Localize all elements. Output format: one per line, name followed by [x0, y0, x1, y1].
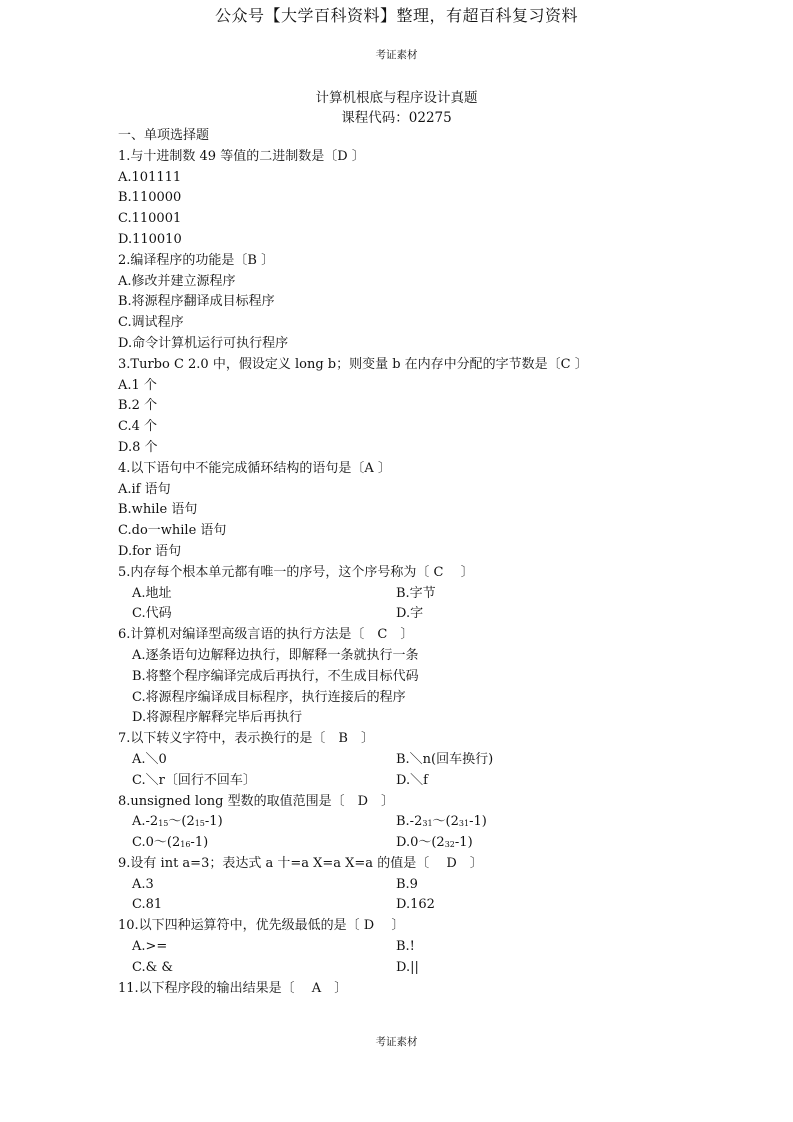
q10-option-b: B.!: [396, 939, 415, 955]
document-title: 计算机根底与程序设计真题: [315, 90, 478, 106]
q2-option-b: B.将源程序翻译成目标程序: [118, 294, 275, 310]
q1-option-b: B.110000: [118, 190, 182, 206]
question-6: 6.计算机对编译型高级言语的执行方法是〔 C 〕: [118, 627, 414, 643]
q8-a-suffix: -1): [204, 814, 223, 830]
q8-b-exponent-1: 31: [422, 819, 433, 829]
q2-option-a: A.修改并建立源程序: [118, 273, 236, 289]
q9-option-b: B.9: [396, 876, 418, 892]
q4-option-d: D.for 语句: [118, 543, 182, 559]
q8-option-c: [132, 833, 396, 854]
q10-option-a: A.>=: [132, 939, 168, 955]
source-banner: 公众号【大学百科资料】整理，有超百科复习资料: [214, 6, 578, 25]
q6-option-d: D.将源程序解释完毕后再执行: [132, 710, 303, 726]
exam-content: [118, 126, 758, 999]
q8-b-suffix: -1): [469, 814, 487, 830]
question-4: 4.以下语句中不能完成循环结构的语句是〔A 〕: [118, 460, 391, 476]
q9-option-a: A.3: [132, 876, 154, 892]
q7-option-a: A.＼0: [132, 751, 167, 767]
q9-option-c: C.81: [132, 897, 163, 913]
q5-options-row-2: [118, 604, 758, 625]
question-3: 3.Turbo C 2.0 中，假设定义 long b；则变量 b 在内存中分配的字节数是〔C 〕: [118, 356, 588, 372]
q9-option-d: D.162: [396, 897, 435, 913]
section-heading: 一、单项选择题: [118, 128, 210, 143]
q8-d-prefix: D.0～(2: [396, 835, 445, 851]
q8-b-exponent-2: 31: [458, 819, 470, 829]
question-9: 9.设有 int a=3；表达式 a 十=a X=a X=a 的值是〔 D 〕: [118, 855, 483, 871]
q7-options-row-2: [118, 771, 758, 792]
q2-option-c: C.调试程序: [118, 315, 184, 331]
q8-c-prefix: C.0～(2: [132, 835, 181, 851]
course-code: 课程代码：02275: [341, 110, 452, 126]
q6-option-c: C.将源程序编译成目标程序，执行连接后的程序: [132, 689, 406, 705]
q1-option-a: A.101111: [118, 169, 182, 185]
q6-option-b: B.将整个程序编译完成后再执行，不生成目标代码: [132, 668, 419, 684]
q5-option-c: C.代码: [132, 606, 172, 622]
q9-options-row-2: [118, 895, 758, 916]
q8-option-d: [396, 833, 473, 854]
question-1: 1.与十进制数 49 等值的二进制数是〔D 〕: [118, 148, 365, 164]
q10-options-row-2: [118, 958, 758, 979]
q8-c-suffix: -1): [190, 835, 209, 851]
q8-options-row-1: [118, 812, 758, 833]
q7-option-c: C.＼r〔回行不回车〕: [132, 772, 256, 788]
q5-options-row-1: [118, 584, 758, 605]
q10-option-d: D.||: [396, 959, 419, 975]
q8-a-prefix: A.-2: [132, 814, 159, 830]
footer-tag: 考证素材: [375, 1036, 418, 1048]
q10-options-row-1: [118, 937, 758, 958]
q7-options-row-1: [118, 750, 758, 771]
q8-a-middle: ～(2: [168, 814, 195, 830]
q1-option-d: D.110010: [118, 231, 182, 247]
q10-option-c: C.& &: [132, 959, 173, 975]
q4-option-b: B.while 语句: [118, 502, 198, 518]
q7-option-b: B.＼n(回车换行): [396, 751, 494, 767]
q5-option-a: A.地址: [132, 585, 172, 601]
question-2: 2.编译程序的功能是〔B 〕: [118, 252, 275, 268]
q2-option-d: D.命令计算机运行可执行程序: [118, 335, 289, 351]
question-5: 5.内存每个根本单元都有唯一的序号，这个序号称为〔 C 〕: [118, 564, 474, 580]
q8-options-row-2: [118, 833, 758, 854]
question-7: 7.以下转义字符中，表示换行的是〔 B 〕: [118, 731, 374, 747]
q8-c-exponent: 16: [180, 840, 191, 850]
q8-d-suffix: -1): [454, 835, 473, 851]
q8-option-a: [132, 812, 396, 833]
q7-option-d: D.＼f: [396, 772, 428, 788]
q4-option-a: A.if 语句: [118, 481, 171, 497]
q5-option-b: B.字节: [396, 585, 436, 601]
question-11: 11.以下程序段的输出结果是〔 A 〕: [118, 980, 348, 996]
q6-option-a: A.逐条语句边解释边执行，即解释一条就执行一条: [132, 647, 419, 663]
q8-b-middle: ～(2: [432, 814, 459, 830]
q3-option-c: C.4 个: [118, 419, 158, 435]
q8-d-exponent: 32: [444, 840, 455, 850]
q3-option-d: D.8 个: [118, 439, 158, 455]
q8-option-b: [396, 812, 487, 833]
q8-a-exponent-1: 15: [158, 819, 169, 829]
q8-a-exponent-2: 15: [194, 819, 205, 829]
q9-options-row-1: [118, 875, 758, 896]
q1-option-c: C.110001: [118, 211, 182, 227]
q3-option-a: A.1 个: [118, 377, 157, 393]
q8-b-prefix: B.-2: [396, 814, 423, 830]
question-8: 8.unsigned long 型数的取值范围是〔 D 〕: [118, 793, 395, 809]
q5-option-d: D.字: [396, 606, 424, 622]
q4-option-c: C.do一while 语句: [118, 523, 227, 539]
q3-option-b: B.2 个: [118, 398, 158, 414]
question-10: 10.以下四种运算符中，优先级最低的是〔 D 〕: [118, 918, 405, 934]
header-tag: 考证素材: [375, 49, 418, 61]
